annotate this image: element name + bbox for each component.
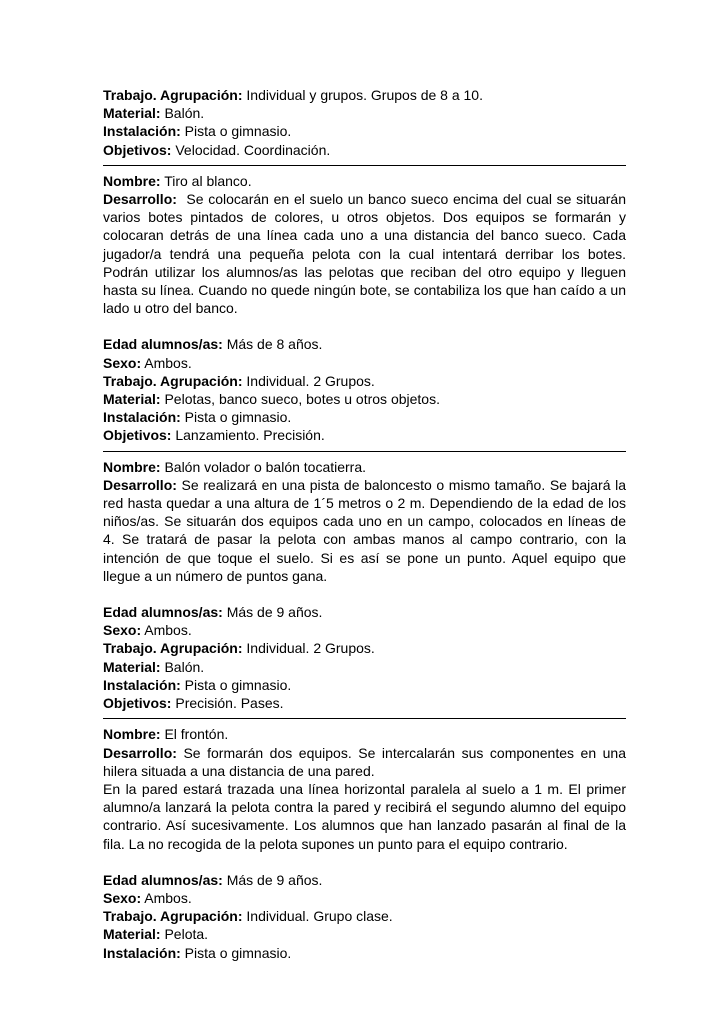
objetivos-label: Objetivos:: [103, 427, 172, 444]
desarrollo-label: Desarrollo:: [103, 476, 177, 493]
sexo-line: [103, 354, 626, 372]
edad-line: [103, 871, 626, 889]
desarrollo-paragraph: [103, 190, 630, 317]
trabajo-value: Individual. 2 Grupos.: [242, 640, 375, 657]
trabajo-line: [103, 86, 626, 104]
material-label: Material:: [103, 658, 161, 675]
game-description-2: [103, 458, 626, 585]
section-divider: [103, 451, 626, 452]
instalacion-value: Pista o gimnasio.: [180, 409, 292, 426]
activity-details-3: [103, 603, 626, 712]
trabajo-label: Trabajo. Agrupación:: [103, 87, 243, 103]
objetivos-value: Precisión. Pases.: [171, 695, 284, 712]
material-value: Balón.: [160, 105, 205, 122]
instalacion-label: Instalación:: [103, 676, 181, 693]
trabajo-label: Trabajo. Agrupación:: [103, 640, 243, 657]
trabajo-value: Individual. Grupo clase.: [242, 908, 393, 925]
section-divider: [103, 718, 626, 719]
material-value: Balón.: [160, 658, 205, 675]
instalacion-line: [103, 676, 626, 694]
nombre-label: Nombre:: [103, 726, 161, 743]
material-label: Material:: [103, 105, 161, 122]
material-label: Material:: [103, 391, 161, 408]
instalacion-label: Instalación:: [103, 123, 181, 140]
edad-label: Edad alumnos/as:: [103, 871, 223, 888]
sexo-line: [103, 621, 626, 639]
material-value: Pelotas, banco sueco, botes u otros objetos.: [160, 391, 440, 408]
objetivos-value: Lanzamiento. Precisión.: [171, 427, 325, 444]
material-value: Pelota.: [160, 926, 209, 943]
nombre-value: Tiro al blanco.: [160, 172, 252, 189]
edad-value: Más de 9 años.: [222, 871, 323, 888]
desarrollo-label: Desarrollo:: [103, 744, 177, 761]
document-page: [103, 86, 630, 962]
objetivos-line: [103, 694, 626, 712]
activity-details-1: [103, 86, 626, 159]
nombre-value: Balón volador o balón tocatierra.: [160, 458, 367, 475]
material-line: [103, 104, 626, 122]
desarrollo-paragraph: [103, 476, 626, 585]
material-line: [103, 925, 626, 943]
trabajo-label: Trabajo. Agrupación:: [103, 908, 243, 925]
instalacion-label: Instalación:: [103, 409, 181, 426]
sexo-value: Ambos.: [141, 354, 192, 371]
sexo-label: Sexo:: [103, 622, 142, 639]
instalacion-value: Pista o gimnasio.: [180, 123, 292, 140]
nombre-label: Nombre:: [103, 458, 161, 475]
sexo-label: Sexo:: [103, 354, 142, 371]
sexo-value: Ambos.: [141, 622, 192, 639]
desarrollo-text: Se colocarán en el suelo un banco sueco encima del cual se situarán varios botes pintados de colores, u otros objetos. Dos equipos se formarán y colocaran detrás de una línea cada uno a una distancia del banco sueco. Cada jugador/a tendrá una pequeña pelota con la cual intentará derribar los botes. Podrán utilizar los alumnos/as las pelotas que reciban del otro equipo y lleguen hasta su línea. Cuando no quede ningún bote, se contabiliza los que han caído a un lado u otro del banco.: [103, 191, 630, 317]
edad-label: Edad alumnos/as:: [103, 604, 223, 621]
material-line: [103, 658, 626, 676]
game-description-1: [103, 172, 630, 318]
instalacion-line: [103, 408, 626, 426]
instalacion-line: [103, 944, 626, 962]
nombre-label: Nombre:: [103, 172, 161, 189]
instalacion-value: Pista o gimnasio.: [180, 944, 292, 961]
trabajo-value: Individual y grupos. Grupos de 8 a 10.: [242, 87, 483, 103]
trabajo-value: Individual. 2 Grupos.: [242, 372, 375, 389]
objetivos-line: [103, 141, 626, 159]
edad-value: Más de 9 años.: [222, 604, 323, 621]
desarrollo-paragraph-continued: En la pared estará trazada una línea horizontal paralela al suelo a 1 m. El primer alumno/a lanzará la pelota contra la pared y recibirá el segundo alumno del equipo contrario. Así sucesivamente. Los alumnos que han lanzado pasarán al final de la fila. La no recogida de la pelota supones un punto para el equipo contrario.: [103, 780, 626, 852]
nombre-line: [103, 172, 626, 190]
objetivos-label: Objetivos:: [103, 141, 172, 158]
instalacion-label: Instalación:: [103, 944, 181, 961]
activity-details-2: [103, 335, 626, 444]
objetivos-line: [103, 426, 626, 444]
objetivos-label: Objetivos:: [103, 695, 172, 712]
material-line: [103, 390, 626, 408]
trabajo-line: [103, 372, 626, 390]
trabajo-label: Trabajo. Agrupación:: [103, 372, 243, 389]
nombre-line: [103, 725, 626, 743]
activity-details-4: [103, 871, 626, 962]
game-description-3: [103, 725, 626, 852]
instalacion-line: [103, 122, 626, 140]
trabajo-line: [103, 907, 626, 925]
desarrollo-label: Desarrollo:: [103, 191, 177, 208]
edad-line: [103, 603, 626, 621]
trabajo-line: [103, 639, 626, 657]
material-label: Material:: [103, 926, 161, 943]
edad-line: [103, 335, 626, 353]
desarrollo-paragraph: [103, 744, 626, 780]
sexo-value: Ambos.: [141, 889, 192, 906]
sexo-line: [103, 889, 626, 907]
edad-label: Edad alumnos/as:: [103, 336, 223, 353]
desarrollo-text: Se formarán dos equipos. Se intercalarán sus componentes en una hilera situada a una distancia de una pared.: [103, 744, 626, 779]
objetivos-value: Velocidad. Coordinación.: [171, 141, 331, 158]
instalacion-value: Pista o gimnasio.: [180, 676, 292, 693]
sexo-label: Sexo:: [103, 889, 142, 906]
nombre-value: El frontón.: [160, 726, 229, 743]
nombre-line: [103, 458, 626, 476]
edad-value: Más de 8 años.: [222, 336, 323, 353]
section-divider: [103, 165, 626, 166]
desarrollo-text: Se realizará en una pista de baloncesto o mismo tamaño. Se bajará la red hasta quedar a una altura de 1´5 metros o 2 m. Dependiendo de la edad de los niños/as. Se situarán dos equipos cada uno en un campo, colocados en líneas de 4. Se tratará de pasar la pelota con ambas manos al campo contrario, con la intención de que toque el suelo. Si es así se pone un punto. Aquel equipo que llegue a un número de puntos gana.: [103, 476, 626, 584]
